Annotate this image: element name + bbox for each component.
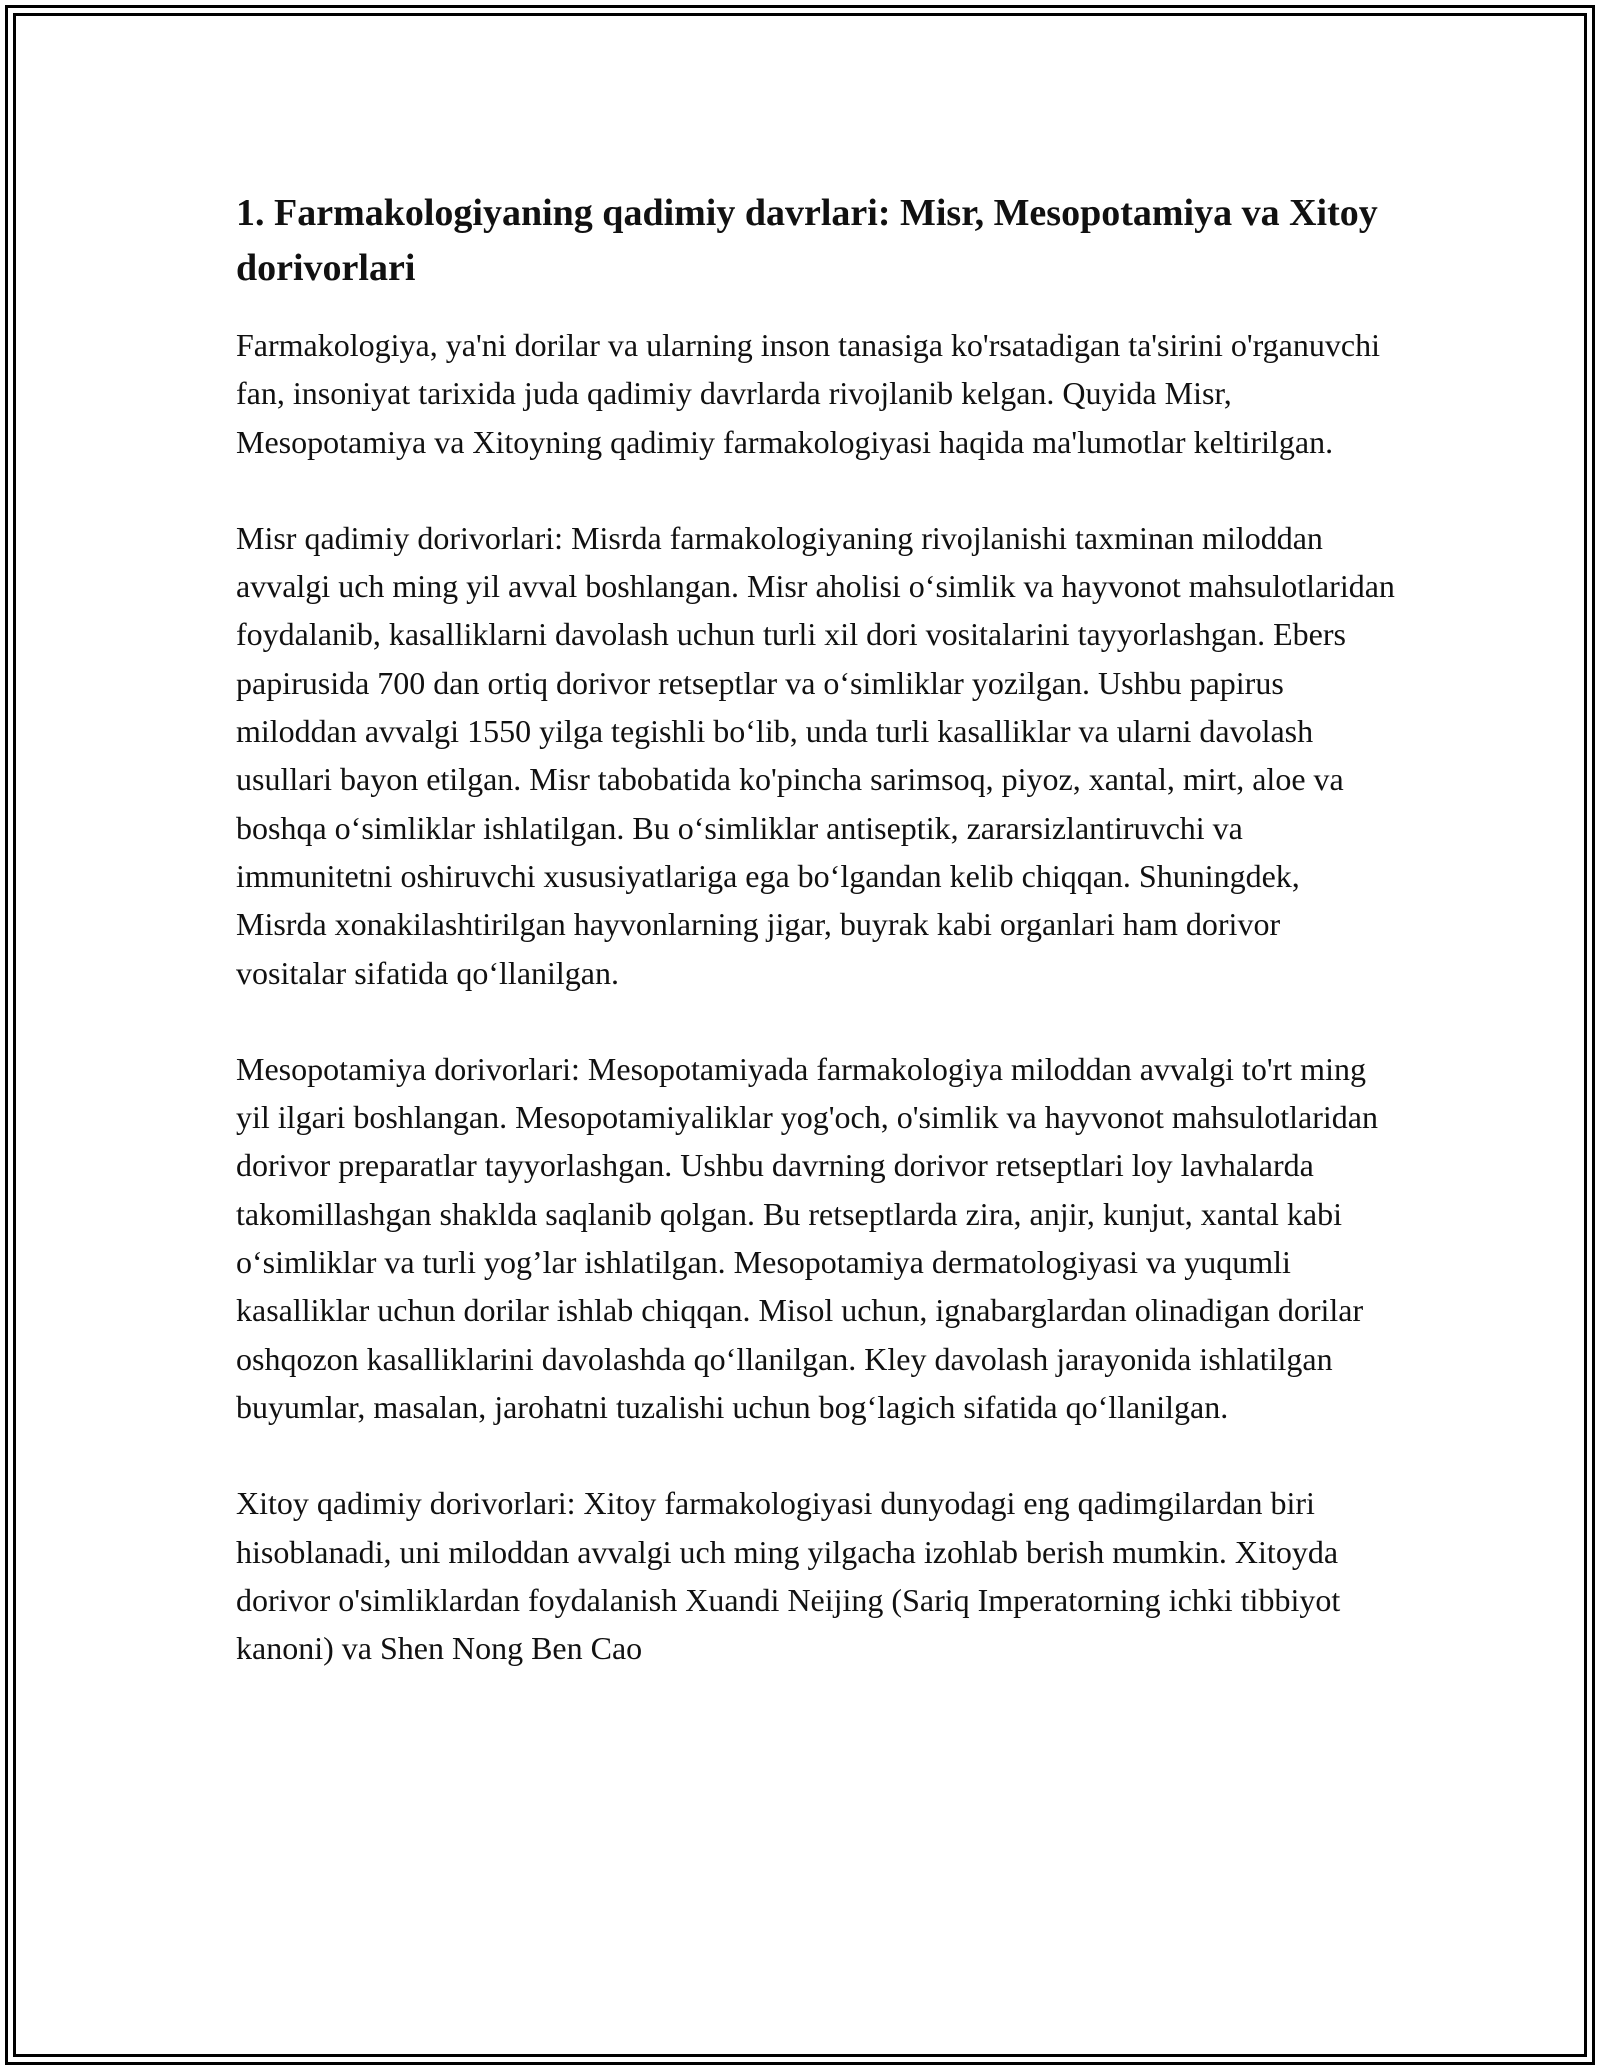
document-body [236, 186, 1396, 1720]
section-title: 1. Farmakologiyaning qadimiy davrlari: Misr, Mesopotamiya va Xitoy dorivorlari [236, 192, 1378, 289]
paragraph-china: Xitoy qadimiy dorivorlari: Xitoy farmakologiyasi dunyodagi eng qadimgilardan biri hisoblanadi, uni miloddan avvalgi uch ming yilgacha izohlab berish mumkin. Xitoyda dorivor o'simliklardan foydalanish Xuandi Neijing (Sariq Imperatorning ichki tibbiyot kanoni) va Shen Nong Ben Cao [236, 1485, 1341, 1667]
paragraph-mesopotamia: Mesopotamiya dorivorlari: Mesopotamiyada farmakologiya miloddan avvalgi to'rt ming yil ilgari boshlangan. Mesopotamiyaliklar yog'och, o'simlik va hayvonot mahsulotlaridan dorivor preparatlar tayyorlashgan. Ushbu davrning dorivor retseptlari loy lavhalarda takomillashgan shaklda saqlanib qolgan. Bu retseptlarda zira, anjir, kunjut, xantal kabi o‘simliklar va turli yog’lar ishlatilgan. Mesopotamiya dermatologiyasi va yuqumli kasalliklar uchun dorilar ishlab chiqqan. Misol uchun, ignabarglardan olinadigan dorilar oshqozon kasalliklarini davolashda qo‘llanilgan. Kley davolash jarayonida ishlatilgan buyumlar, masalan, jarohatni tuzalishi uchun bog‘lagich sifatida qo‘llanilgan. [236, 1050, 1378, 1425]
paragraph-egypt: Misr qadimiy dorivorlari: Misrda farmakologiyaning rivojlanishi taxminan miloddan avvalgi uch ming yil avval boshlangan. Misr aholisi o‘simlik va hayvonot mahsulotlaridan foydalanib, kasalliklarni davolash uchun turli xil dori vositalarini tayyorlashgan. Ebers papirusida 700 dan ortiq dorivor retseptlar va o‘simliklar yozilgan. Ushbu papirus miloddan avvalgi 1550 yilga tegishli bo‘lib, unda turli kasalliklar va ularni davolash usullari bayon etilgan. Misr tabobatida ko'pincha sarimsoq, piyoz, xantal, mirt, aloe va boshqa o‘simliklar ishlatilgan. Bu o‘simliklar antiseptik, zararsizlantiruvchi va immunitetni oshiruvchi xususiyatlariga ega bo‘lgandan kelib chiqqan. Shuningdek, Misrda xonakilashtirilgan hayvonlarning jigar, buyrak kabi organlari ham dorivor vositalar sifatida qo‘llanilgan. [236, 519, 1395, 991]
paragraph-intro: Farmakologiya, ya'ni dorilar va ularning inson tanasiga ko'rsatadigan ta'sirini o'rganuvchi fan, insoniyat tarixida juda qadimiy davrlarda rivojlanib kelgan. Quyida Misr, Mesopotamiya va Xitoyning qadimiy farmakologiyasi haqida ma'lumotlar keltirilgan. [236, 327, 1380, 460]
